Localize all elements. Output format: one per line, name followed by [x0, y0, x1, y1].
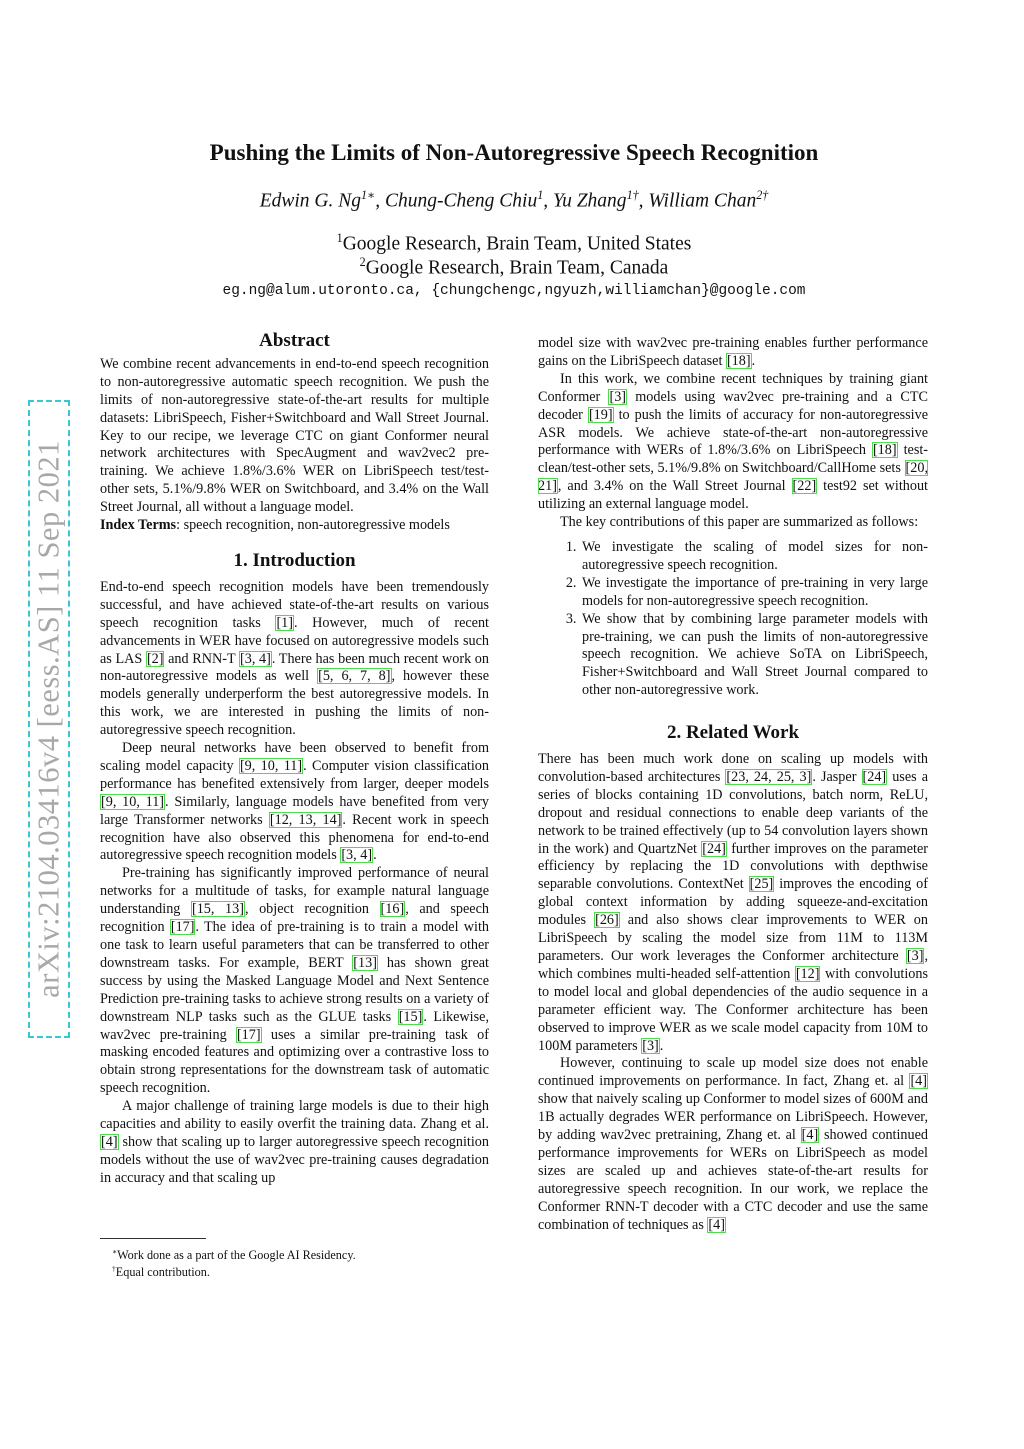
citation-link[interactable]: [3] — [642, 1037, 659, 1054]
contribution-list — [538, 539, 928, 700]
list-item: 1. We investigate the scaling of model sizes for non-autoregressive speech recognition. — [580, 539, 928, 575]
citation-link[interactable]: [3] — [609, 388, 627, 405]
intro-paragraph-3 — [100, 865, 489, 1098]
citation-link[interactable]: [19] — [588, 406, 613, 423]
text-run: show that scaling up to larger autoregressive speech recognition models without the use of wav2vec pre-training causes degradation in accuracy and that scaling up — [100, 1133, 489, 1186]
citation-link[interactable]: [12] — [795, 965, 820, 982]
text-run: . Computer vision classification performance has benefited extensively from larger, deeper models — [100, 757, 489, 792]
index-terms-label: Index Terms — [100, 517, 177, 534]
text-run: has shown great success by using the Masked Language Model and Next Sentence Prediction pre-training tasks to achieve strong results on a variety of downstream NLP tasks such as the GLUE tasks — [100, 954, 489, 1025]
citation-link[interactable]: [13] — [353, 954, 377, 971]
author-affil-mark: 1∗ — [361, 188, 376, 202]
author-affil-mark: 1† — [626, 188, 639, 202]
citation-link[interactable]: [12, 13, 14] — [269, 811, 342, 828]
text-run: . There has been much recent work on non-autoregressive models as well — [100, 650, 489, 685]
arxiv-stamp[interactable] — [28, 400, 70, 1038]
text-run: models using wav2vec pre-training and a CTC decoder — [538, 388, 928, 423]
text-run: . — [373, 847, 377, 864]
citation-link[interactable]: [5, 6, 7, 8] — [318, 668, 391, 685]
text-run: Pre-training has significantly improved performance of neural networks for a multitude of tasks, for example natural language understanding — [100, 865, 489, 918]
text-run: , which combines multi-headed self-attention — [538, 948, 928, 982]
citation-link[interactable]: [23, 24, 25, 3] — [726, 768, 812, 785]
citation-link[interactable]: [24] — [702, 840, 726, 857]
text-run: . The idea of pre-training is to train a model with one task to learn useful parameters that can be transferred to other downstream tasks. For example, BERT — [100, 919, 489, 971]
citation-link[interactable]: [18] — [726, 352, 751, 369]
affil-mark: 1 — [336, 231, 343, 245]
intro-paragraph-1 — [100, 579, 489, 740]
author-name: Yu Zhang — [553, 190, 627, 212]
text-run: . Likewise, wav2vec pre-training — [100, 1008, 489, 1043]
text-run: test92 set without utilizing an external language model. — [538, 478, 928, 513]
citation-link[interactable]: [9, 10, 11] — [101, 793, 165, 810]
abstract-body: We combine recent advancements in end-to-end speech recognition to non-autoregressive automatic speech recognition. We push the limits of non-autoregressive state-of-the-art results for multiple datasets: LibriSpeech, Fisher+Switchboard and Wall Street Journal. Key to our recipe, we leverage CTC on giant Conformer neural network architectures with SpecAugment and wav2vec2 pre-training. We achieve 1.8%/3.6% WER on LibriSpeech test/test-other sets, 5.1%/9.8% WER on Switchboard, and 3.4% on the Wall Street Journal, all without a language model. — [100, 355, 489, 516]
paragraph-continued — [538, 335, 928, 371]
arxiv-stamp-text: arXiv:2104.03416v4 [eess.AS] 11 Sep 2021 — [31, 440, 66, 998]
footnote-2 — [100, 1261, 210, 1280]
text-run: further improves on the parameter efficiency by replacing the 1D convolutions with depthwise separable convolutions. ContextNet — [538, 840, 928, 893]
citation-link[interactable]: [20, 21] — [538, 460, 928, 495]
author-affil-mark: 1 — [537, 188, 544, 202]
text-run: , and speech recognition — [100, 901, 489, 936]
citation-link[interactable]: [4] — [101, 1133, 118, 1150]
citation-link[interactable]: [15, 13] — [191, 901, 244, 918]
list-item: 3. We show that by combining large parameter models with pre-training, we can push the limits of non-autoregressive speech recognition. We achieve SoTA on LibriSpeech, Fisher+Switchboard and Wall Street Journal compared to other non-autoregressive work. — [580, 611, 928, 701]
index-terms — [100, 517, 489, 535]
citation-link[interactable]: [17] — [170, 919, 195, 936]
affil-mark: 2 — [359, 255, 366, 269]
abstract-heading: Abstract — [259, 330, 330, 351]
citation-link[interactable]: [3] — [906, 948, 924, 964]
text-run: and also shows clear improvements to WER on LibriSpeech by scaling the model size from 11M to 113M parameters. Our work leverages the Conformer architecture — [538, 912, 928, 964]
affiliation-1 — [100, 231, 928, 256]
text-run: show that naively scaling up Conformer to model sizes of 600M and 1B actually degrades WER performance on LibriSpeech. However, by adding wav2vec pretraining, Zhang et. al — [538, 1091, 928, 1144]
citation-link[interactable]: [26] — [595, 912, 619, 929]
citation-link[interactable]: [1] — [276, 614, 293, 631]
paragraph-this-work — [538, 371, 928, 514]
citation-link[interactable]: [17] — [236, 1026, 261, 1043]
related-work-heading: 2. Related Work — [666, 722, 800, 744]
affiliation-2 — [100, 255, 928, 280]
citation-link[interactable]: [4] — [708, 1216, 725, 1233]
text-run: improves the encoding of global context information by adding squeeze-and-excitation modules — [538, 876, 928, 929]
list-item: 2. We investigate the importance of pre-training in very large models for non-autoregressive speech recognition. — [580, 575, 928, 611]
text-run: However, continuing to scale up model size does not enable continued improvements on performance. In fact, Zhang et. al — [538, 1055, 928, 1090]
text-run: . — [659, 1037, 664, 1054]
citation-link[interactable]: [2] — [146, 650, 164, 667]
author-name: Edwin G. Ng — [259, 190, 362, 212]
related-paragraph-2 — [538, 1055, 928, 1234]
left-column — [100, 332, 489, 1188]
text-run: , however these models generally underperform the best autoregressive models. In this work, we are interested in pushing the limits of non-autoregressive speech recognition. — [100, 668, 490, 739]
text-run: End-to-end speech recognition models have been tremendously successful, and have achieved state-of-the-art results on various speech recognition tasks — [100, 578, 489, 631]
text-run: to push the limits of accuracy for non-autoregressive ASR models. We achieve state-of-the-art non-autoregressive performance with WERs of 1.8%/3.6% on LibriSpeech — [538, 406, 928, 459]
citation-link[interactable]: [15] — [398, 1008, 423, 1025]
text-run: , and 3.4% on the Wall Street Journal — [557, 478, 792, 495]
author-name: Chung-Cheng Chiu — [385, 190, 538, 212]
text-run: . Recent work in speech recognition have also observed this phenomena for end-to-end autoregressive speech recognition models — [100, 811, 489, 864]
citation-link[interactable]: [18] — [872, 442, 897, 459]
citation-link[interactable]: [3, 4] — [240, 650, 271, 667]
citation-link[interactable]: [16] — [380, 901, 405, 918]
text-run: with convolutions to model local and global dependencies of the audio sequence in a parameter efficient way. The Conformer architecture has been observed to improve WER as we scale model capacity from 10M to 100M parameters — [538, 965, 929, 1054]
affil-text: Google Research, Brain Team, United States — [342, 233, 692, 255]
citation-link[interactable]: [25] — [749, 876, 774, 893]
text-run: model size with wav2vec pre-training enables further performance gains on the LibriSpeech dataset — [538, 335, 928, 369]
text-run: . Jasper — [812, 768, 862, 785]
footnote-divider — [100, 1238, 206, 1239]
affil-text: Google Research, Brain Team, Canada — [365, 257, 669, 279]
text-run: There has been much work done on scaling up models with convolution-based architectures — [538, 751, 928, 785]
author-name: William Chan — [648, 190, 757, 212]
citation-link[interactable]: [4] — [801, 1127, 819, 1144]
citation-link[interactable]: [22] — [792, 478, 817, 495]
footnote-text: Equal contribution. — [115, 1265, 210, 1280]
index-terms-text: : speech recognition, non-autoregressive models — [176, 517, 450, 534]
text-run: showed continued performance improvements for WERs on LibriSpeech as model sizes are scaled up and achieves state-of-the-art results for autoregressive speech recognition. In our work, we replace the Conformer RNN-T decoder with a CTC decoder and use the same combination of techniques as — [538, 1127, 929, 1233]
author-list: Edwin G. $Ng^{1∗}$, Chung-Cheng Chiu$^1$, Yu Zhang$^{1\dagger}$, William Chan$^{2\dagger}$ — [259, 188, 769, 212]
text-run: uses a similar pre-training task of masking encoded features and optimizing over a contrastive loss to obtain strong representations for the downstream task of automatic speech recognition. — [100, 1026, 489, 1097]
text-run: test-clean/test-other sets, 5.1%/9.8% on Switchboard/CallHome sets — [538, 442, 929, 477]
paper-title: Pushing the Limits of Non-Autoregressive Speech Recognition — [209, 140, 819, 165]
footnote-mark: † — [112, 1264, 116, 1273]
text-run: uses a series of blocks containing 1D convolutions, batch norm, ReLU, dropout and residual connections to enable deep variants of the network to be trained effectively (up to 54 convolution layers shown in the work) and QuartzNet — [538, 768, 928, 857]
right-column — [538, 335, 928, 1235]
text-run: . Similarly, language models have benefited from very large Transformer networks — [100, 793, 489, 828]
text-run: . — [751, 352, 756, 369]
text-run: and RNN-T — [164, 650, 240, 667]
footnote-mark: ∗ — [112, 1247, 118, 1256]
text-run: . However, much of recent advancements in WER have focused on autoregressive models such as LAS — [100, 614, 489, 667]
paragraph-key-contributions: The key contributions of this paper are summarized as follows: — [560, 514, 919, 531]
footnote-text: Work done as a part of the Google AI Residency. — [117, 1248, 356, 1263]
intro-paragraph-2 — [100, 740, 489, 865]
citation-link[interactable]: [3, 4] — [341, 847, 373, 864]
intro-paragraph-4 — [100, 1098, 489, 1188]
citation-link[interactable]: [24] — [862, 768, 887, 785]
author-affil-mark: 2† — [756, 188, 769, 202]
author-emails[interactable]: eg.ng@alum.utoronto.ca, {chungchengc,ngyuzh,williamchan}@google.com — [222, 283, 806, 299]
citation-link[interactable]: [4] — [910, 1073, 927, 1090]
intro-heading: 1. Introduction — [233, 549, 356, 571]
text-run: A major challenge of training large models is due to their high capacities and ability to easily overfit the training data. Zhang et al. — [100, 1098, 489, 1133]
related-paragraph-1 — [538, 751, 928, 1055]
text-run: , object recognition — [244, 901, 380, 918]
citation-link[interactable]: [9, 10, 11] — [239, 757, 303, 774]
text-run: Deep neural networks have been observed to benefit from scaling model capacity — [100, 740, 489, 774]
text-run: In this work, we combine recent techniques by training giant Conformer — [538, 370, 928, 405]
